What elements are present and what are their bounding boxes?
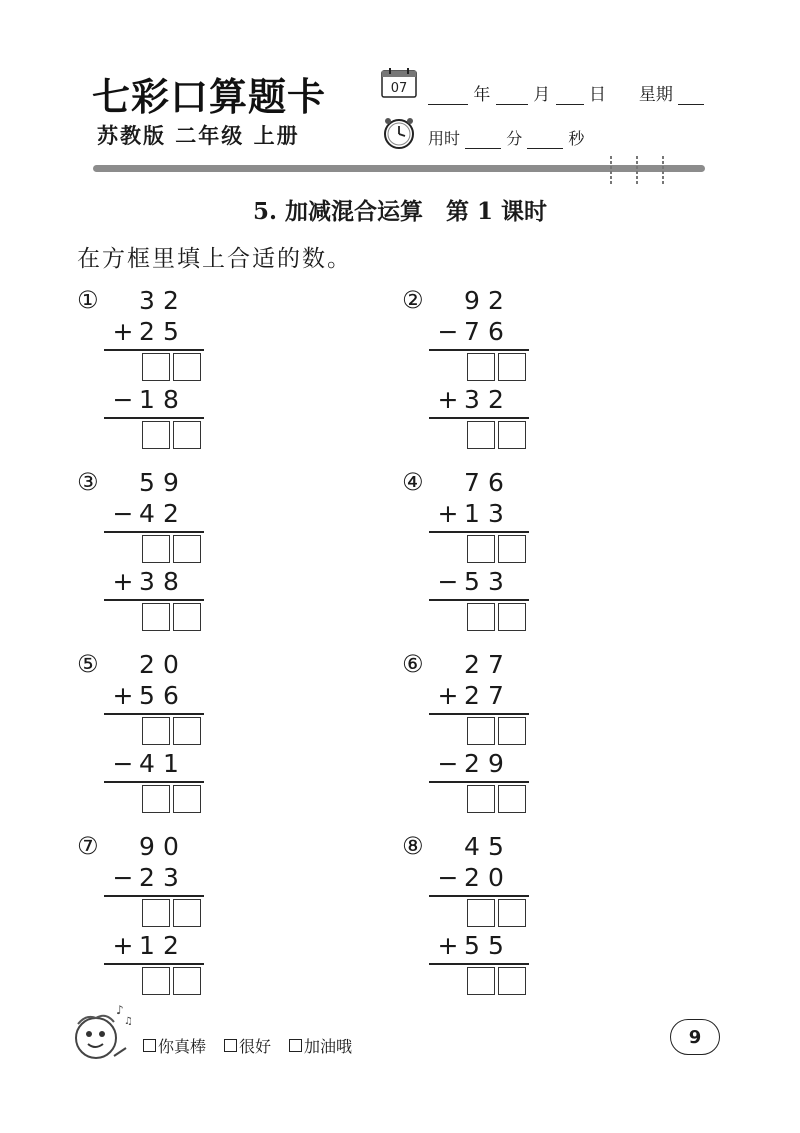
digit: 2 — [488, 385, 504, 414]
digit: 3 — [139, 567, 155, 596]
digit-row — [111, 833, 183, 861]
digit: 2 — [139, 317, 155, 346]
digit: 2 — [464, 749, 480, 778]
sum-line — [429, 417, 529, 419]
problem-number: ② — [402, 286, 424, 314]
operator: − — [437, 749, 459, 778]
digit: 2 — [488, 286, 504, 315]
day-blank[interactable] — [556, 88, 584, 105]
digit-row — [111, 568, 183, 596]
problem-number: ④ — [402, 468, 424, 496]
time-label: 用时 — [428, 129, 461, 148]
digit-row — [111, 682, 183, 710]
clock-icon — [381, 117, 417, 149]
vertical-calculation — [402, 287, 602, 457]
operator: + — [112, 567, 134, 596]
answer-box[interactable] — [498, 603, 526, 631]
answer-box[interactable] — [173, 967, 201, 995]
digit: 2 — [163, 931, 179, 960]
digit: 2 — [163, 286, 179, 315]
operator — [436, 287, 460, 315]
digit-row — [436, 750, 508, 778]
answer-box[interactable] — [467, 535, 495, 563]
digit-row — [436, 932, 508, 960]
digit: 3 — [139, 286, 155, 315]
answer-box[interactable] — [467, 899, 495, 927]
digit: 0 — [163, 650, 179, 679]
header-divider — [93, 165, 705, 172]
answer-boxes — [467, 535, 526, 563]
digit: 2 — [163, 499, 179, 528]
digit: 6 — [488, 317, 504, 346]
answer-boxes — [142, 717, 201, 745]
vertical-calculation — [402, 651, 602, 821]
weekday-label: 星期 — [638, 85, 673, 105]
problem-number: ① — [77, 286, 99, 314]
operator — [436, 651, 460, 679]
digit-row — [436, 287, 508, 315]
answer-box[interactable] — [467, 421, 495, 449]
operator: + — [112, 931, 134, 960]
answer-boxes — [142, 967, 201, 995]
digit-row — [436, 386, 508, 414]
rating-checkbox[interactable] — [143, 1039, 156, 1052]
digit: 7 — [464, 468, 480, 497]
digit-row — [436, 864, 508, 892]
digit: 2 — [464, 650, 480, 679]
problem-number: ⑧ — [402, 832, 424, 860]
vertical-calculation — [402, 833, 602, 1003]
answer-boxes — [142, 353, 201, 381]
answer-boxes — [142, 421, 201, 449]
problem-number: ⑤ — [77, 650, 99, 678]
operator — [111, 651, 135, 679]
rating-label: 你真棒 — [158, 1037, 207, 1056]
answer-box[interactable] — [142, 535, 170, 563]
digit-row — [111, 500, 183, 528]
answer-box[interactable] — [142, 353, 170, 381]
sum-line — [429, 349, 529, 351]
operator: − — [112, 385, 134, 414]
operator: + — [112, 317, 134, 346]
digit: 6 — [163, 681, 179, 710]
second-blank[interactable] — [527, 132, 563, 149]
answer-box[interactable] — [142, 785, 170, 813]
rating-checkbox[interactable] — [224, 1039, 237, 1052]
answer-box[interactable] — [467, 717, 495, 745]
answer-box[interactable] — [498, 717, 526, 745]
month-label: 月 — [533, 85, 551, 105]
vertical-calculation — [77, 287, 277, 457]
year-label: 年 — [473, 85, 491, 105]
digit-row — [111, 386, 183, 414]
digit: 3 — [464, 385, 480, 414]
operator: + — [112, 681, 134, 710]
vertical-calculation — [77, 469, 277, 639]
digit: 9 — [464, 286, 480, 315]
sum-line — [429, 713, 529, 715]
digit-row — [436, 318, 508, 346]
answer-boxes — [142, 535, 201, 563]
weekday-blank[interactable] — [678, 88, 704, 105]
digit-row — [436, 469, 508, 497]
sum-line — [429, 895, 529, 897]
operator — [111, 287, 135, 315]
answer-boxes — [467, 603, 526, 631]
answer-box[interactable] — [498, 967, 526, 995]
month-blank[interactable] — [496, 88, 528, 105]
problem-number: ⑥ — [402, 650, 424, 678]
answer-boxes — [142, 785, 201, 813]
digit: 5 — [163, 317, 179, 346]
answer-box[interactable] — [173, 717, 201, 745]
instruction-text: 在方框里填上合适的数。 — [77, 246, 352, 272]
operator: + — [437, 385, 459, 414]
day-label: 日 — [589, 85, 607, 105]
digit: 8 — [163, 567, 179, 596]
digit: 3 — [163, 863, 179, 892]
second-label: 秒 — [568, 129, 585, 148]
answer-box[interactable] — [142, 967, 170, 995]
answer-box[interactable] — [498, 899, 526, 927]
answer-boxes — [467, 421, 526, 449]
digit: 2 — [139, 863, 155, 892]
digit-row — [111, 864, 183, 892]
digit: 7 — [488, 650, 504, 679]
answer-box[interactable] — [142, 717, 170, 745]
sum-line — [104, 963, 204, 965]
answer-box[interactable] — [467, 353, 495, 381]
answer-box[interactable] — [173, 421, 201, 449]
digit: 0 — [163, 832, 179, 861]
digit: 5 — [488, 832, 504, 861]
self-rating — [143, 1034, 352, 1057]
digit: 2 — [464, 863, 480, 892]
digit: 4 — [139, 499, 155, 528]
digit: 1 — [139, 931, 155, 960]
digit: 9 — [163, 468, 179, 497]
answer-box[interactable] — [467, 967, 495, 995]
digit-row — [111, 651, 183, 679]
operator: − — [112, 749, 134, 778]
answer-boxes — [467, 967, 526, 995]
sum-line — [429, 531, 529, 533]
brand-logo: 七彩口算题卡 — [92, 74, 327, 119]
sum-line — [429, 599, 529, 601]
answer-box[interactable] — [142, 899, 170, 927]
digit: 7 — [464, 317, 480, 346]
calendar-icon — [381, 68, 417, 98]
answer-boxes — [467, 785, 526, 813]
answer-box[interactable] — [498, 421, 526, 449]
answer-box[interactable] — [142, 603, 170, 631]
operator — [436, 833, 460, 861]
digit: 5 — [139, 681, 155, 710]
answer-box[interactable] — [142, 421, 170, 449]
answer-box[interactable] — [173, 353, 201, 381]
pin-icon — [635, 156, 639, 184]
answer-box[interactable] — [498, 785, 526, 813]
digit: 5 — [488, 931, 504, 960]
digit: 1 — [464, 499, 480, 528]
digit: 9 — [488, 749, 504, 778]
digit: 3 — [488, 567, 504, 596]
sum-line — [104, 781, 204, 783]
digit: 5 — [464, 931, 480, 960]
digit: 0 — [488, 863, 504, 892]
digit: 7 — [488, 681, 504, 710]
svg-text:♫: ♫ — [124, 1016, 133, 1027]
problem-number: ③ — [77, 468, 99, 496]
digit: 6 — [488, 468, 504, 497]
sum-line — [429, 963, 529, 965]
operator: − — [112, 863, 134, 892]
digit: 1 — [163, 749, 179, 778]
digit-row — [111, 932, 183, 960]
rating-option[interactable] — [289, 1034, 352, 1057]
digit-row — [111, 469, 183, 497]
answer-box[interactable] — [173, 603, 201, 631]
rating-label: 很好 — [239, 1037, 272, 1056]
minute-blank[interactable] — [465, 132, 501, 149]
digit-row — [111, 750, 183, 778]
digit-row — [111, 318, 183, 346]
edition-label: 苏教版 二年级 上册 — [97, 124, 300, 148]
operator: − — [437, 863, 459, 892]
answer-box[interactable] — [498, 535, 526, 563]
digit: 1 — [139, 385, 155, 414]
sum-line — [104, 531, 204, 533]
rating-option[interactable] — [143, 1034, 206, 1057]
digit-row — [111, 287, 183, 315]
minute-label: 分 — [506, 129, 523, 148]
answer-boxes — [467, 717, 526, 745]
sum-line — [104, 599, 204, 601]
answer-boxes — [467, 353, 526, 381]
operator: − — [437, 317, 459, 346]
vertical-calculation — [77, 651, 277, 821]
vertical-calculation — [77, 833, 277, 1003]
operator: + — [437, 931, 459, 960]
sum-line — [104, 895, 204, 897]
pin-icon — [609, 156, 613, 184]
rating-option[interactable] — [224, 1034, 271, 1057]
sum-line — [429, 781, 529, 783]
sum-line — [104, 713, 204, 715]
digit: 3 — [488, 499, 504, 528]
pin-icon — [661, 156, 665, 184]
answer-box[interactable] — [173, 785, 201, 813]
digit: 5 — [464, 567, 480, 596]
answer-box[interactable] — [173, 899, 201, 927]
digit-row — [436, 500, 508, 528]
page-number: 9 — [670, 1019, 720, 1055]
answer-boxes — [142, 899, 201, 927]
operator — [111, 469, 135, 497]
calendar-number: 07 — [390, 81, 408, 96]
svg-text:♪: ♪ — [116, 1003, 124, 1017]
answer-box[interactable] — [498, 353, 526, 381]
operator: − — [112, 499, 134, 528]
rating-label: 加油哦 — [304, 1037, 353, 1056]
digit: 9 — [139, 832, 155, 861]
digit-row — [436, 682, 508, 710]
digit: 2 — [139, 650, 155, 679]
operator: − — [437, 567, 459, 596]
date-line — [428, 80, 704, 105]
problem-number: ⑦ — [77, 832, 99, 860]
digit-row — [436, 568, 508, 596]
digit-row — [436, 833, 508, 861]
operator — [111, 833, 135, 861]
operator — [436, 469, 460, 497]
vertical-calculation — [402, 469, 602, 639]
operator: + — [437, 499, 459, 528]
lesson-title: 5. 加减混合运算 第 1 课时 — [252, 198, 548, 225]
answer-boxes — [142, 603, 201, 631]
answer-boxes — [467, 899, 526, 927]
year-blank[interactable] — [428, 88, 468, 105]
operator: + — [437, 681, 459, 710]
answer-box[interactable] — [173, 535, 201, 563]
digit: 5 — [139, 468, 155, 497]
mascot-icon — [64, 1000, 134, 1070]
digit: 4 — [139, 749, 155, 778]
digit: 4 — [464, 832, 480, 861]
rating-checkbox[interactable] — [289, 1039, 302, 1052]
digit: 2 — [464, 681, 480, 710]
sum-line — [104, 349, 204, 351]
digit: 8 — [163, 385, 179, 414]
sum-line — [104, 417, 204, 419]
digit-row — [436, 651, 508, 679]
time-line — [428, 126, 584, 149]
answer-box[interactable] — [467, 603, 495, 631]
answer-box[interactable] — [467, 785, 495, 813]
